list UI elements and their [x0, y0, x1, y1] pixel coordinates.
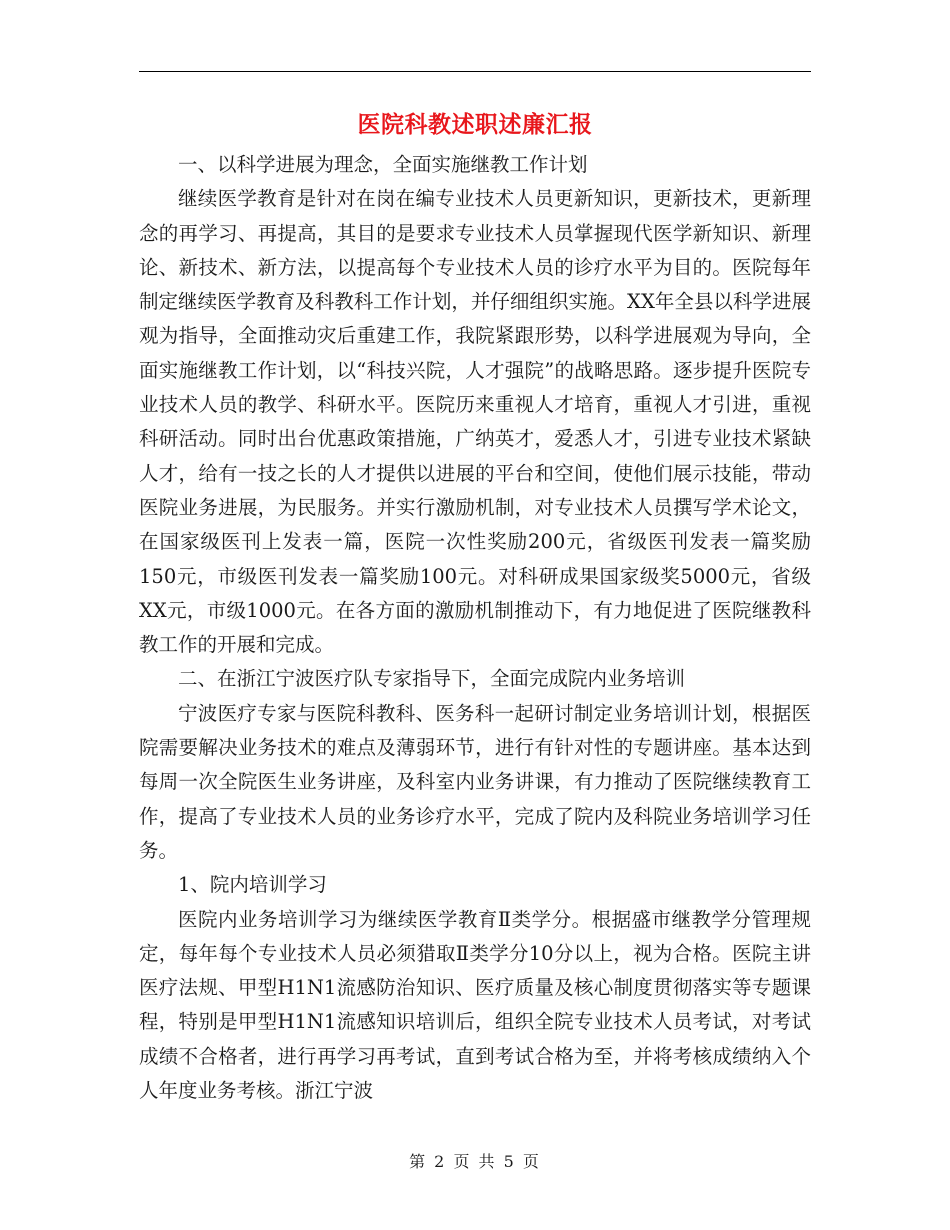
document-title: 医院科教述职述廉汇报: [357, 111, 593, 138]
paragraph-3: 医院内业务培训学习为继续医学教育Ⅱ类学分。根据盛市继教学分管理规定，每年每个专业技术人员必须猎取Ⅱ类学分10分以上，视为合格。医院主讲医疗法规、甲型H1N1流感防治知识、医疗质量及核心制度贯彻落实等专题课程，特别是甲型H1N1流感知识培训后，组织全院专业技术人员考试，对考试成绩不合格者，进行再学习再考试，直到考试合格为至，并将考核成绩纳入个人年度业务考核。浙江宁波: [139, 907, 811, 1103]
header-rule: [139, 71, 811, 72]
paragraph-1: 继续医学教育是针对在岗在编专业技术人员更新知识，更新技术，更新理念的再学习、再提高，其目的是要求专业技术人员掌握现代医学新知识、新理论、新技术、新方法，以提高每个专业技术人员的诊疗水平为目的。医院每年制定继续医学教育及科教科工作计划，并仔细组织实施。XX年全县以科学进展观为指导，全面推动灾后重建工作，我院紧跟形势，以科学进展观为导向，全面实施继教工作计划，以“科技兴院，人才强院”的战略思路。逐步提升医院专业技术人员的教学、科研水平。医院历来重视人才培育，重视人才引进，重视科研活动。同时出台优惠政策措施，广纳英才，爱悉人才，引进专业技术紧缺人才，给有一技之长的人才提供以进展的平台和空间，使他们展示技能，带动医院业务进展，为民服务。并实行激励机制，对专业技术人员撰写学术论文，在国家级医刊上发表一篇，医院一次性奖励200元，省级医刊发表一篇奖励150元，市级医刊发表一篇奖励100元。对科研成果国家级奖5000元，省级XX元，市级1000元。在各方面的激励机制推动下，有力地促进了医院继教科教工作的开展和完成。: [139, 187, 811, 657]
section-heading-1: 一、以科学进展为理念，全面实施继教工作计划: [178, 153, 588, 176]
paragraph-2: 宁波医疗专家与医院科教科、医务科一起研讨制定业务培训计划，根据医院需要解决业务技术的难点及薄弱环节，进行有针对性的专题讲座。基本达到每周一次全院医生业务讲座，及科室内业务讲课，有力推动了医院继续教育工作，提高了专业技术人员的业务诊疗水平，完成了院内及科院业务培训学习任务。: [139, 701, 811, 862]
page-number-footer: 第 2 页 共 5 页: [409, 1152, 541, 1171]
section-heading-2: 二、在浙江宁波医疗队专家指导下，全面完成院内业务培训: [178, 667, 686, 691]
subsection-heading-1: 1、院内培训学习: [178, 873, 327, 897]
document-body: [139, 148, 811, 1108]
